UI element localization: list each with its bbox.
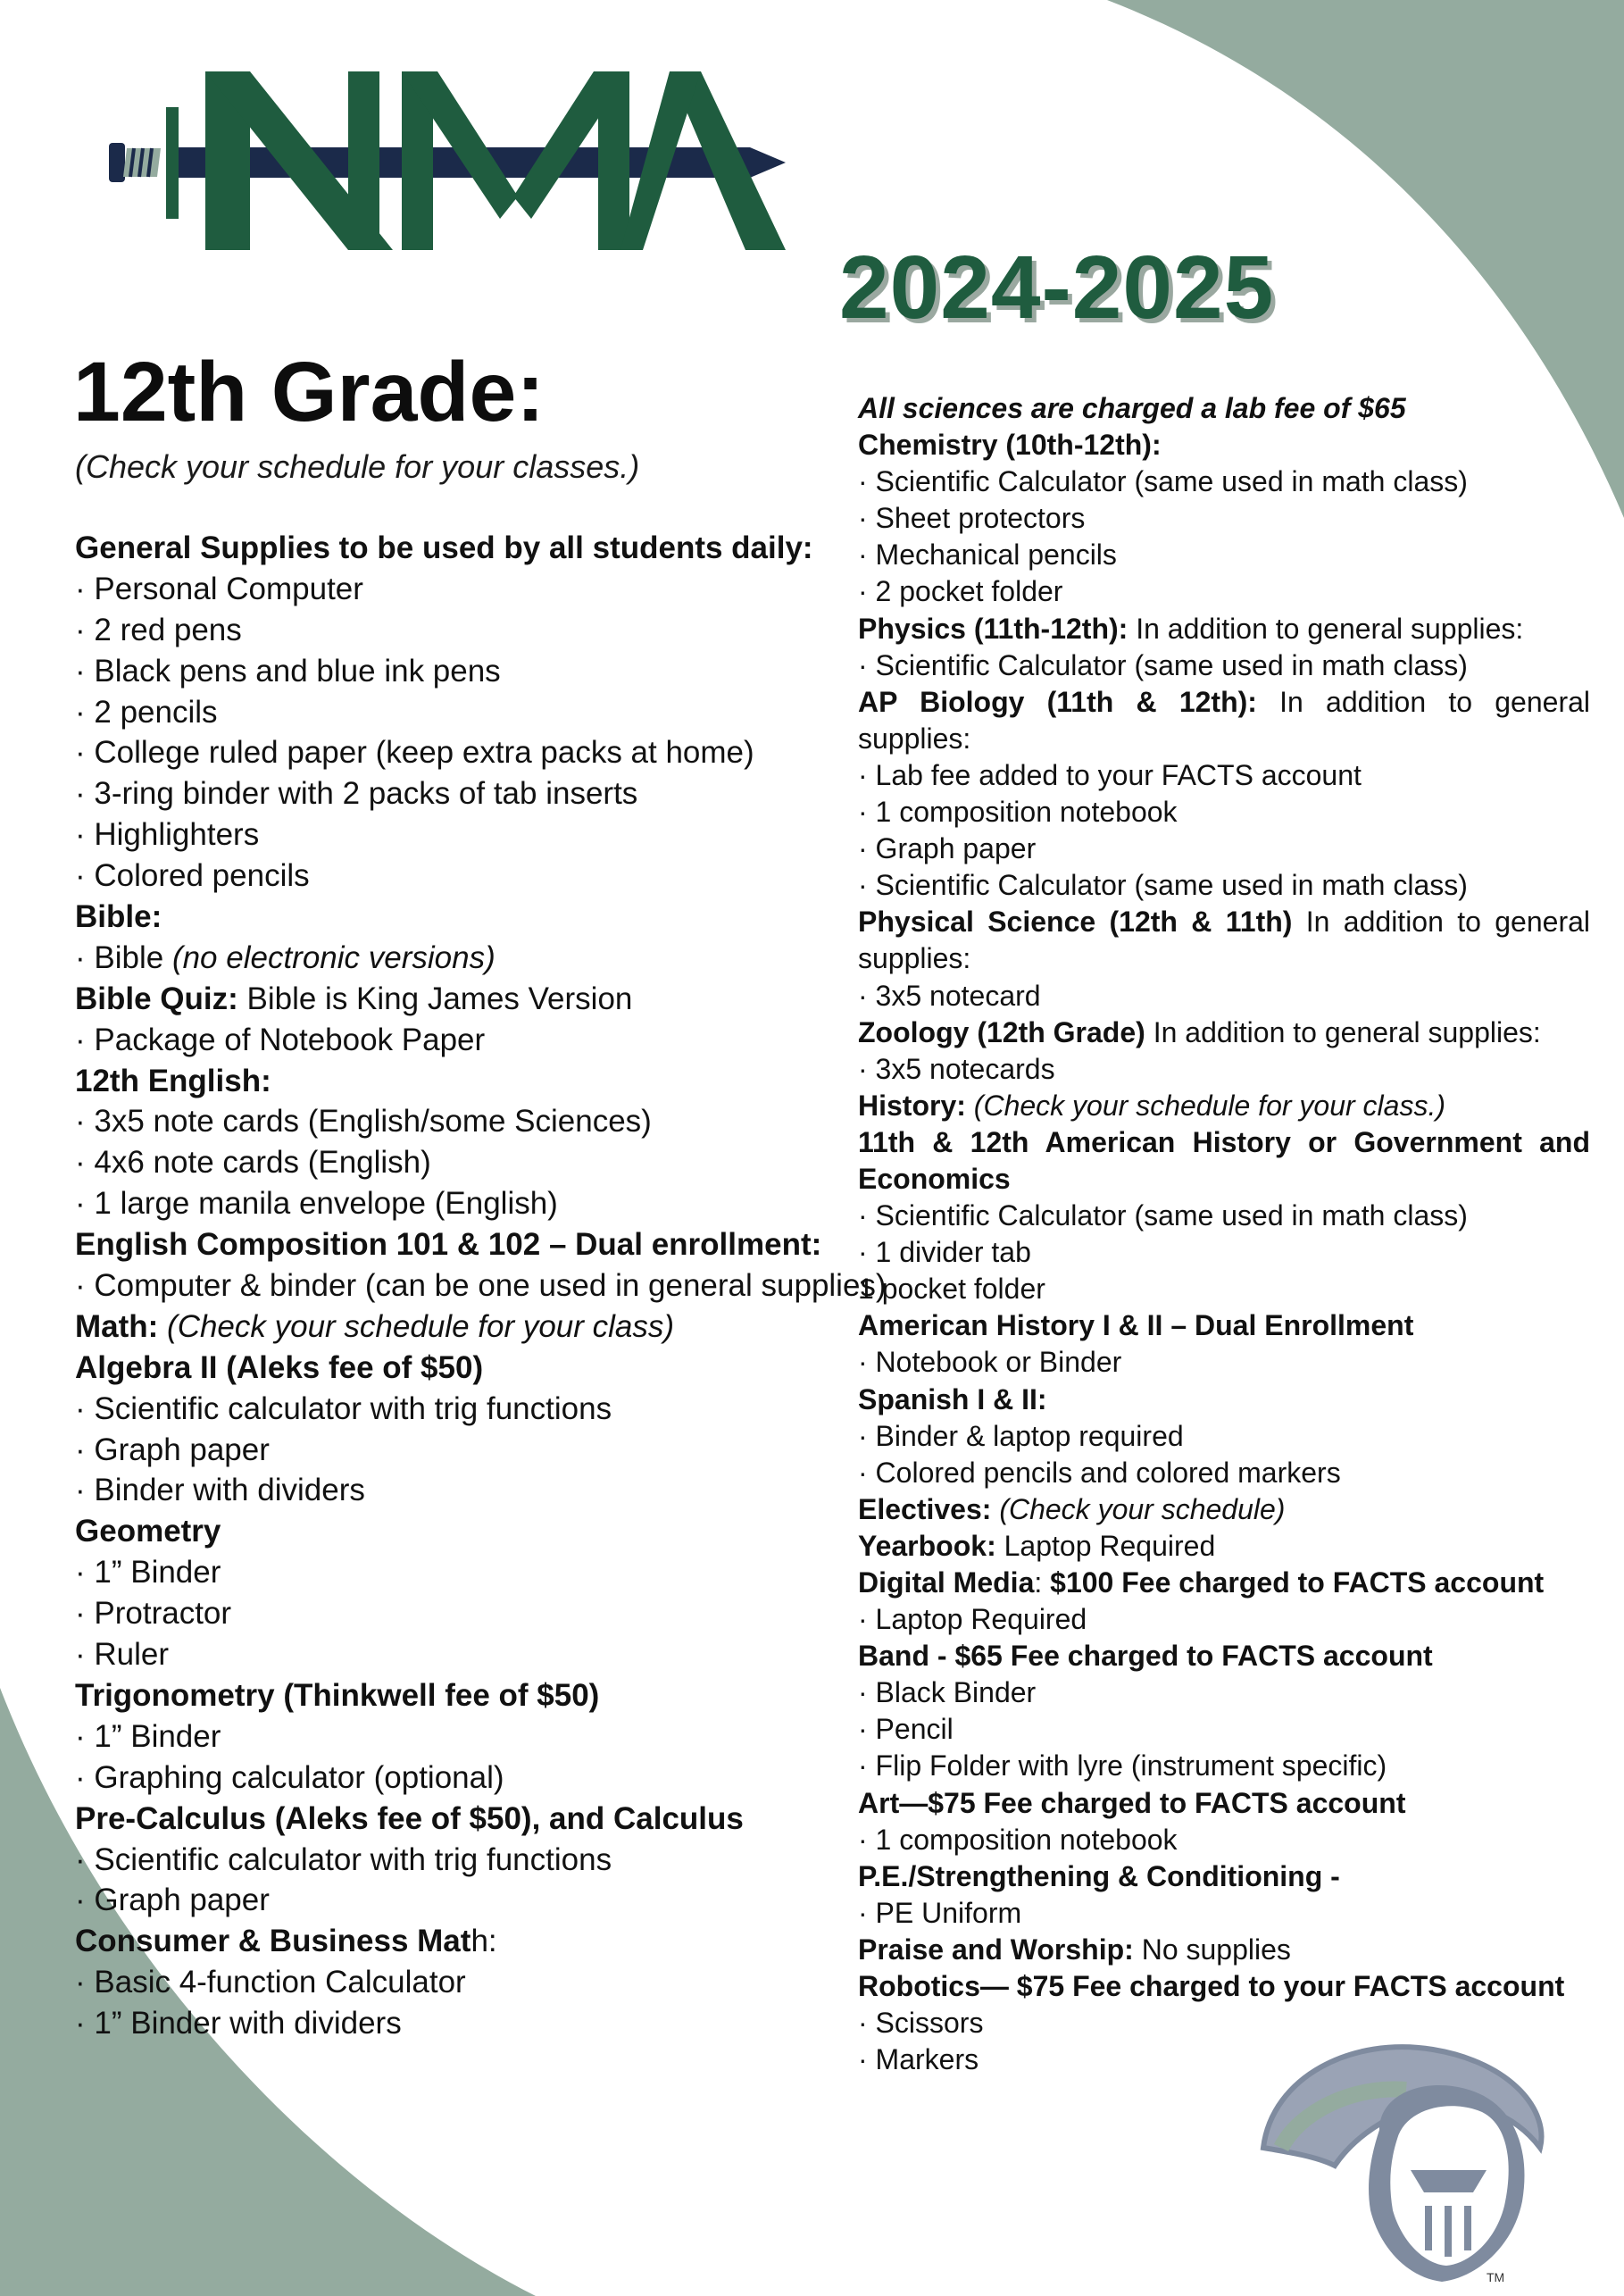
list-item: · Flip Folder with lyre (instrument specific) (858, 1749, 1387, 1783)
list-item: · 3x5 notecards (858, 1052, 1055, 1085)
list-item: · 1 composition notebook (858, 796, 1178, 829)
section-heading-trigonometry: Trigonometry (Thinkwell fee of $50) (75, 1677, 600, 1713)
list-item: · 1 divider tab (858, 1236, 1031, 1269)
list-item: · Binder with dividers (75, 1473, 365, 1508)
section-heading-physics: Physics (11th-12th): In addition to general supplies: (858, 612, 1524, 645)
left-column (75, 528, 887, 2044)
list-item: · 2 red pens (75, 612, 242, 647)
section-heading-ap-biology-cont: supplies: (858, 722, 971, 755)
list-item: · Scientific Calculator (same used in math class) (858, 869, 1468, 902)
list-item: · Scientific calculator with trig functions (75, 1841, 612, 1877)
section-heading-pe: P.E./Strengthening & Conditioning - (858, 1859, 1340, 1892)
list-item: · Lab fee added to your FACTS account (858, 758, 1362, 791)
section-heading-praise: Praise and Worship: No supplies (858, 1933, 1291, 1966)
list-item: · 4x6 note cards (English) (75, 1145, 431, 1181)
nma-logo (107, 63, 804, 263)
list-item: · Package of Notebook Paper (75, 1022, 486, 1057)
list-item: · 3x5 notecard (858, 979, 1041, 1012)
list-item: · Markers (858, 2043, 979, 2076)
list-item: · Bible (no electronic versions) (75, 939, 496, 975)
section-heading-bible: Bible: (75, 899, 162, 935)
list-item: 1 pocket folder (858, 1273, 1045, 1306)
list-item: · Binder & laptop required (858, 1419, 1184, 1452)
list-item: · Highlighters (75, 817, 260, 853)
section-heading-physical-science-cont: supplies: (858, 942, 971, 975)
section-heading-ap-biology: AP Biology (11th & 12th): In addition to general (858, 685, 1591, 718)
section-heading-zoology: Zoology (12th Grade) In addition to general supplies: (858, 1015, 1541, 1048)
section-heading-bible-quiz: Bible Quiz: Bible is King James Version (75, 981, 633, 1016)
section-heading-general: General Supplies to be used by all students daily: (75, 530, 813, 565)
page-title: 12th Grade: (73, 345, 545, 439)
list-item: · Graphing calculator (optional) (75, 1759, 504, 1795)
list-item: · Graph paper (858, 832, 1037, 865)
list-item: · 1” Binder (75, 1555, 221, 1591)
lab-fee-note: All sciences are charged a lab fee of $65 (858, 392, 1406, 424)
section-heading-composition: English Composition 101 & 102 – Dual enrollment: (75, 1227, 822, 1263)
page-subtitle: (Check your schedule for your classes.) (75, 448, 640, 485)
list-item: · Basic 4-function Calculator (75, 1965, 466, 2000)
section-heading-art: Art—$75 Fee charged to FACTS account (858, 1786, 1406, 1819)
list-item: · 1 composition notebook (858, 1823, 1178, 1856)
list-item: · Scientific Calculator (same used in math class) (858, 648, 1468, 681)
sword-tip (750, 147, 786, 178)
section-heading-american-history: 11th & 12th American History or Government and (858, 1125, 1590, 1158)
section-heading-algebra: Algebra II (Aleks fee of $50) (75, 1349, 484, 1385)
list-item: · Black pens and blue ink pens (75, 653, 501, 689)
section-heading-history: History: (Check your schedule for your class.) (858, 1089, 1445, 1122)
section-heading-consumer-math: Consumer & Business Math: (75, 1924, 497, 1959)
list-item: · 1” Binder with dividers (75, 2006, 402, 2041)
list-item: · Pencil (858, 1713, 954, 1746)
list-item: · Scientific Calculator (same used in math class) (858, 1199, 1468, 1232)
section-heading-american-history-dual: American History I & II – Dual Enrollment (858, 1309, 1414, 1342)
section-heading-american-history-cont: Economics (858, 1162, 1011, 1195)
list-item: · Graph paper (75, 1432, 270, 1467)
section-heading-precalculus: Pre-Calculus (Aleks fee of $50), and Calculus (75, 1800, 744, 1836)
section-heading-digital-media: Digital Media: $100 Fee charged to FACTS account (858, 1566, 1545, 1599)
section-heading-yearbook: Yearbook: Laptop Required (858, 1529, 1216, 1562)
list-item: · Mechanical pencils (858, 539, 1117, 572)
list-item: · Laptop Required (858, 1603, 1087, 1636)
section-heading-physical-science: Physical Science (12th & 11th) In addition to general (858, 906, 1591, 939)
list-item: · 3x5 note cards (English/some Sciences) (75, 1104, 652, 1140)
section-heading-english: 12th English: (75, 1063, 271, 1098)
section-heading-chemistry: Chemistry (10th-12th): (858, 429, 1162, 462)
list-item: · 2 pocket folder (858, 575, 1063, 608)
sword-crossguard (166, 107, 179, 219)
list-item: · Sheet protectors (858, 502, 1086, 535)
list-item: · 2 pencils (75, 694, 218, 730)
list-item: · 1” Binder (75, 1718, 221, 1754)
section-heading-electives: Electives: (Check your schedule) (858, 1492, 1286, 1525)
sword-pommel (109, 143, 125, 182)
list-item: · Black Binder (858, 1676, 1037, 1709)
list-item: · Scientific Calculator (same used in math class) (858, 465, 1468, 498)
list-item: · PE Uniform (858, 1896, 1022, 1929)
section-heading-robotics: Robotics— $75 Fee charged to your FACTS account (858, 1970, 1565, 2003)
list-item: · Notebook or Binder (858, 1346, 1122, 1379)
list-item: · Computer & binder (can be one used in general supplies) (75, 1268, 887, 1304)
section-heading-math: Math: (Check your schedule for your class) (75, 1308, 675, 1344)
list-item: · 1 large manila envelope (English) (75, 1186, 558, 1222)
list-item: · 3-ring binder with 2 packs of tab inserts (75, 776, 638, 812)
list-item: · College ruled paper (keep extra packs at home) (75, 735, 754, 771)
trademark-mark: TM (1487, 2270, 1505, 2284)
list-item: · Scissors (858, 2007, 984, 2040)
school-year: 2024-2025 (839, 238, 1275, 338)
list-item: · Ruler (75, 1637, 170, 1673)
list-item: · Protractor (75, 1596, 232, 1632)
list-item: · Graph paper (75, 1883, 270, 1918)
list-item: · Colored pencils and colored markers (858, 1456, 1341, 1489)
right-column (858, 390, 1590, 2078)
section-heading-spanish: Spanish I & II: (858, 1382, 1047, 1415)
section-heading-geometry: Geometry (75, 1514, 221, 1549)
section-heading-band: Band - $65 Fee charged to FACTS account (858, 1640, 1433, 1673)
list-item: · Personal Computer (75, 571, 363, 606)
list-item: · Colored pencils (75, 858, 310, 894)
list-item: · Scientific calculator with trig functions (75, 1390, 612, 1426)
